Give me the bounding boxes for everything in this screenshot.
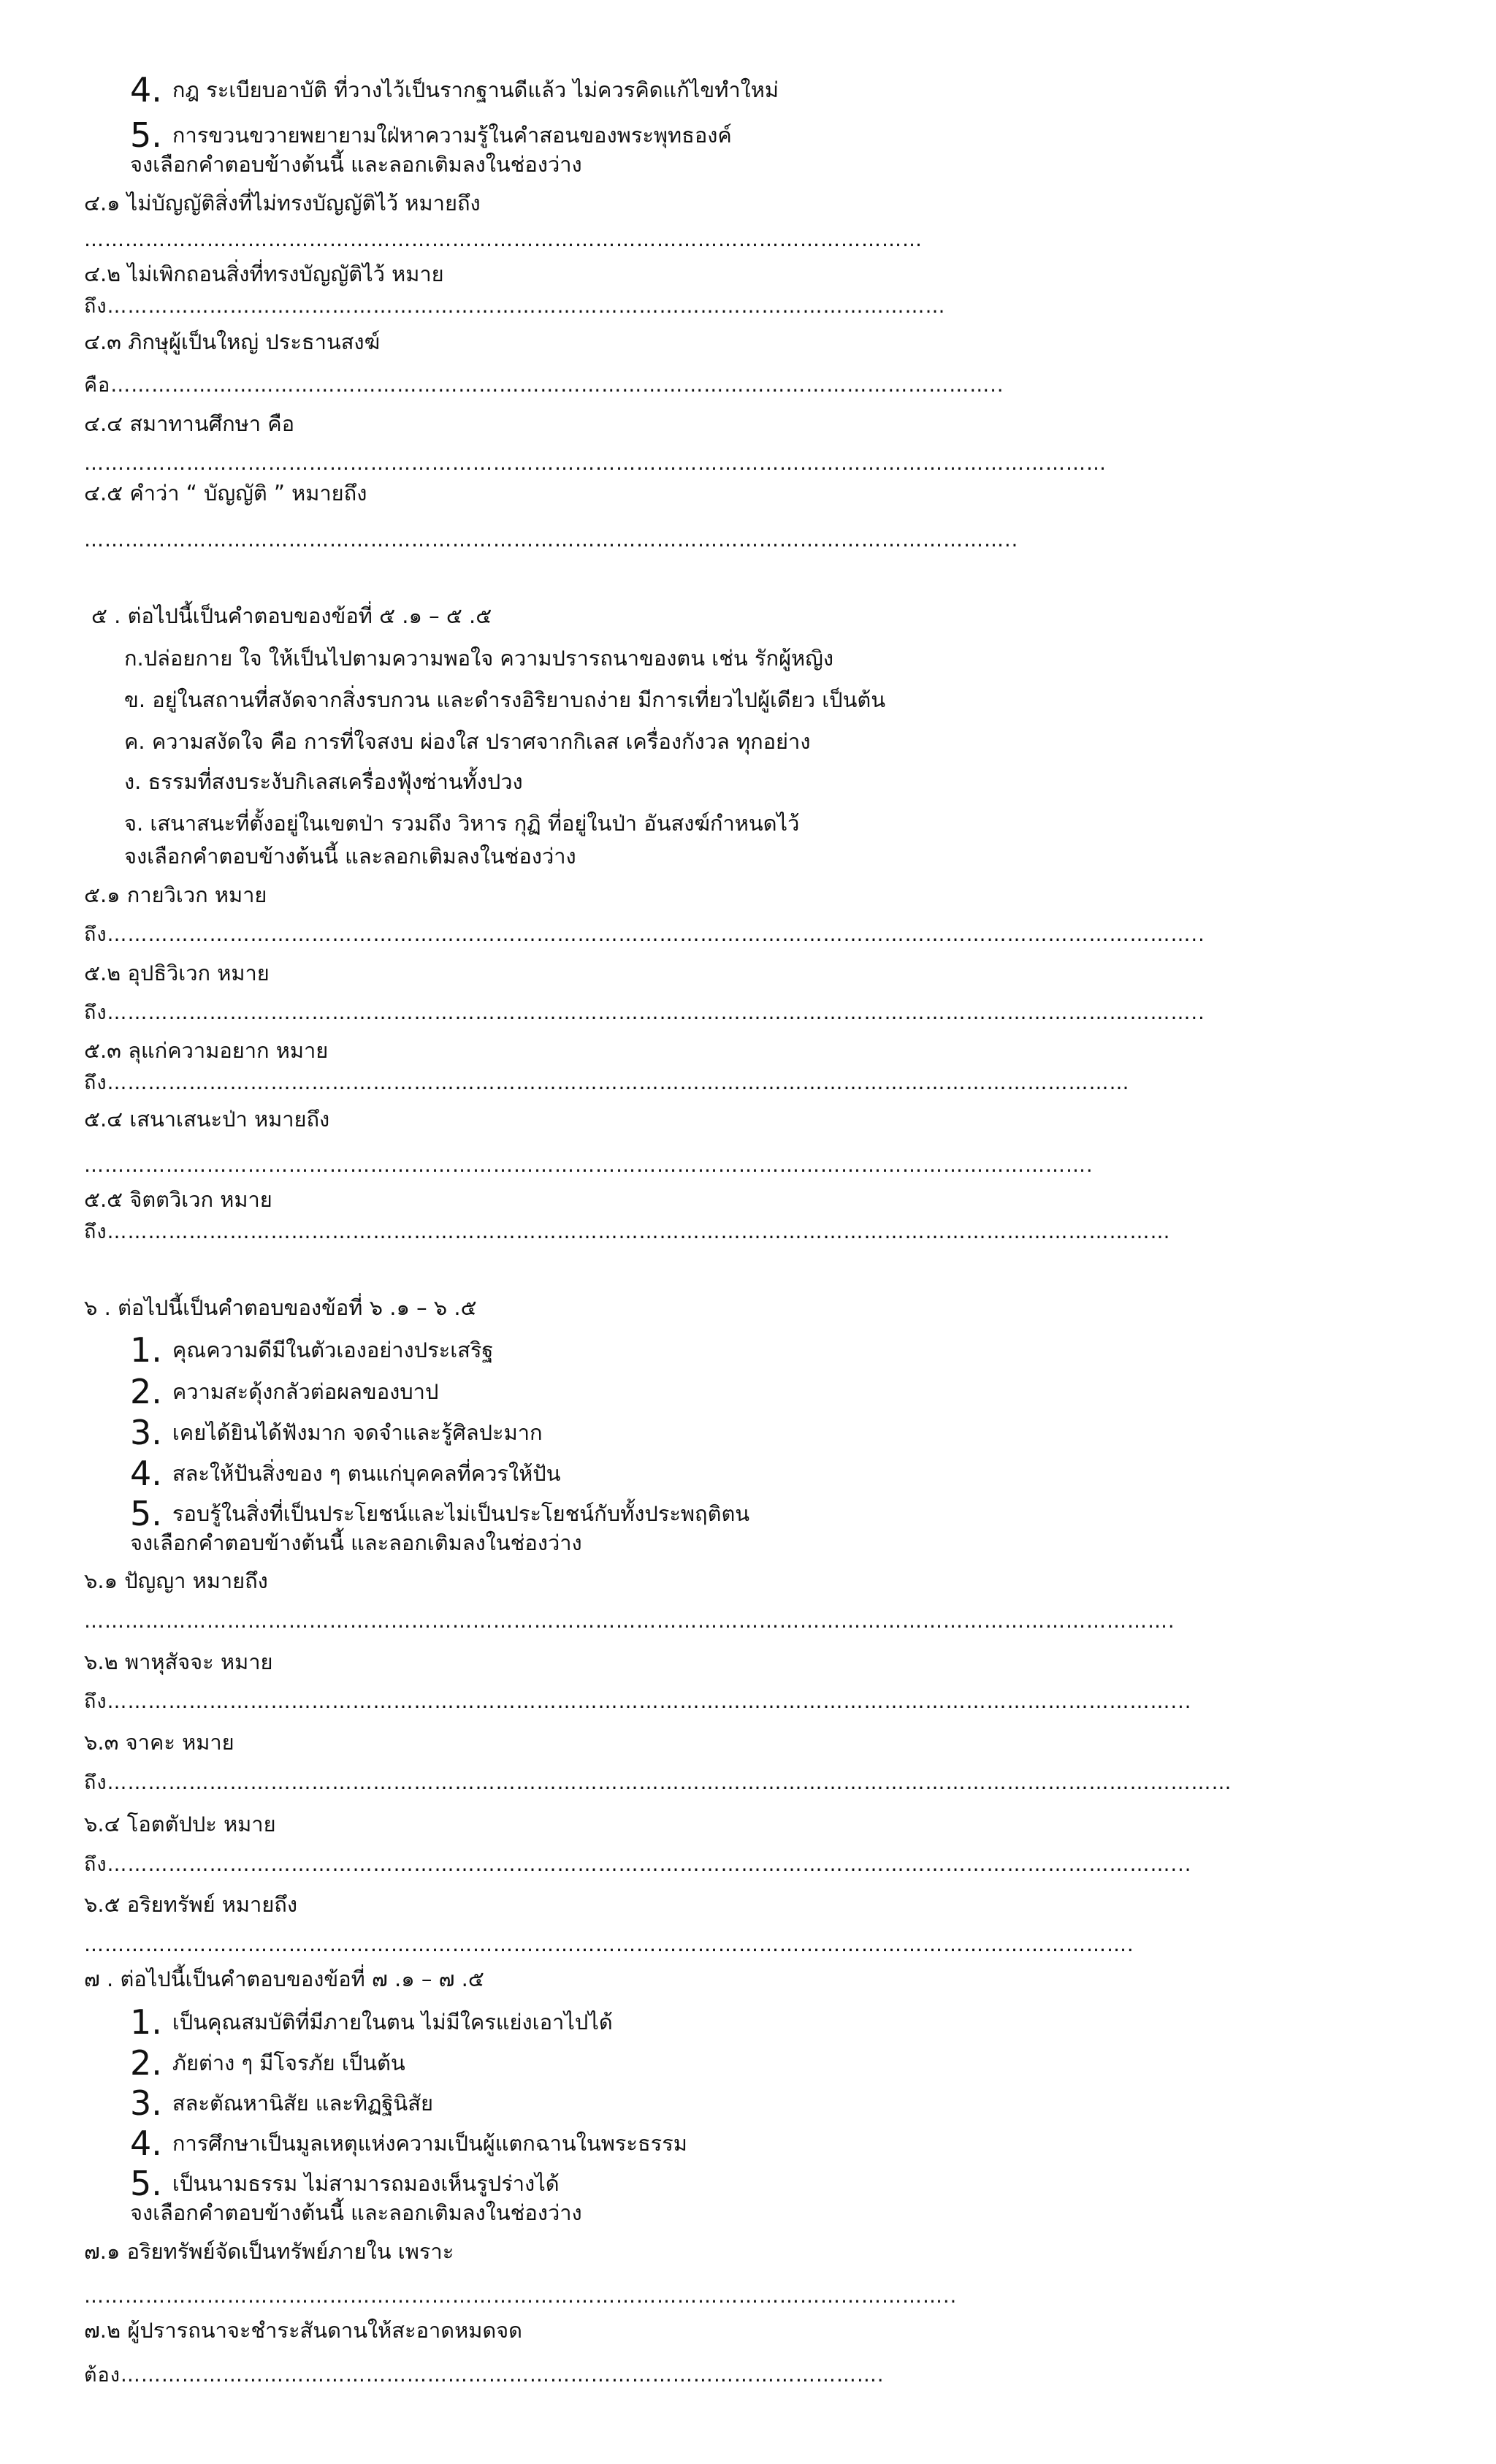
question-6-5: ๖.๕ อริยทรัพย์ หมายถึง (84, 1892, 298, 1917)
answer-line: …………………………………………………………………………………………………………… (84, 229, 923, 251)
answer-line: ถึง………………………………………………………………………………………………………………………………………………… (84, 1771, 1232, 1794)
option-4: 4. สละให้ปันสิ่งของ ๆ ตนแก่บุคคลที่ควรให้ปัน (130, 1454, 561, 1493)
answer-line: คือ………………………………………………………………………………………………………………….. (84, 374, 1004, 397)
question-4-2: ๔.๒ ไม่เพิกถอนสิ่งที่ทรงบัญญัติไว้ หมาย (84, 262, 444, 286)
answer-line: ถึง…………………………………………………………………………………………………………………………………………….. (84, 923, 1205, 946)
option-kho-khwai: ค. ความสงัดใจ คือ การที่ใจสงบ ผ่องใส ปราศจากกิเลส เครื่องกังวล ทุกอย่าง (124, 729, 811, 754)
instruction: จงเลือกคำตอบข้างต้นนี้ และลอกเติมลงในช่องว่าง (124, 844, 576, 869)
instruction: จงเลือกคำตอบข้างต้นนี้ และลอกเติมลงในช่องว่าง (130, 1530, 582, 1555)
option-kho: ข. อยู่ในสถานที่สงัดจากสิ่งรบกวน และดำรงอิริยาบถง่าย มีการเที่ยวไปผู้เดียว เป็นต้น (124, 687, 886, 712)
option-1: 1. เป็นคุณสมบัติที่มีภายในตน ไม่มีใครแย่งเอาไปได้ (130, 2002, 613, 2042)
question-4-1: ๔.๑ ไม่บัญญัติสิ่งที่ไม่ทรงบัญญัติไว้ หมายถึง (84, 191, 481, 215)
answer-line: …………………………………………………………………………………………………………………………………… (84, 452, 1107, 475)
question-5-3: ๕.๓ ลุแก่ความอยาก หมาย (84, 1038, 329, 1063)
option-1: 1. คุณความดีมีในตัวเองอย่างประเสริฐ (130, 1330, 494, 1370)
answer-line: ……………………………………………………………………………………………………………………………………………. (84, 1610, 1175, 1633)
option-3: 3. สละตัณหานิสัย และทิฏฐินิสัย (130, 2083, 433, 2123)
answer-line: ถึง…………………………………………………………………………………………………………………………………… (84, 1072, 1130, 1094)
question-6-4: ๖.๔ โอตตัปปะ หมาย (84, 1812, 276, 1836)
answer-line: ถึง…………………………………………………………………………………………………………………………………………... (84, 1853, 1192, 1876)
section-7-title: ๗ . ต่อไปนี้เป็นคำตอบของข้อที่ ๗ .๑ – ๗ .๕ (84, 1967, 484, 1991)
option-number: 4. (130, 2124, 162, 2163)
question-4-3: ๔.๓ ภิกษุผู้เป็นใหญ่ ประธานสงฆ์ (84, 329, 381, 354)
answer-line: ……………………………………………………………………………………………………………………….. (84, 529, 1019, 552)
answer-line: ถึง…………………………………………………………………………………………………………………………………………….. (84, 1002, 1205, 1024)
option-number: 5. (130, 2164, 162, 2203)
option-number: 4. (130, 1454, 162, 1493)
question-5-2: ๕.๒ อุปธิวิเวก หมาย (84, 961, 270, 985)
option-number: 2. (130, 2043, 162, 2083)
answer-line: ถึง…………………………………………………………………………………………………………………………………………... (84, 1690, 1192, 1713)
section-6-title: ๖ . ต่อไปนี้เป็นคำตอบของข้อที่ ๖ .๑ – ๖ .๕ (84, 1295, 477, 1320)
option-number: 1. (130, 2002, 162, 2042)
option-number: 5. (130, 115, 162, 155)
answer-line: ถึง………………………………………………………………………………………………………………………………………… (84, 1221, 1171, 1243)
option-ka: ก.ปล่อยกาย ใจ ให้เป็นไปตามความพอใจ ความปรารถนาของตน เช่น รักผู้หญิง (124, 646, 834, 671)
question-4-4: ๔.๔ สมาทานศึกษา คือ (84, 411, 295, 436)
question-4-5: ๔.๕ คำว่า “ บัญญัติ ” หมายถึง (84, 481, 367, 506)
section-5-title: ๕ . ต่อไปนี้เป็นคำตอบของข้อที่ ๕ .๑ – ๕ .๕ (91, 603, 492, 628)
question-7-1: ๗.๑ อริยทรัพย์จัดเป็นทรัพย์ภายใน เพราะ (84, 2239, 454, 2264)
instruction: จงเลือกคำตอบข้างต้นนี้ และลอกเติมลงในช่องว่าง (130, 152, 582, 177)
instruction: จงเลือกคำตอบข้างต้นนี้ และลอกเติมลงในช่องว่าง (130, 2200, 582, 2225)
question-5-1: ๕.๑ กายวิเวก หมาย (84, 882, 267, 907)
question-6-3: ๖.๓ จาคะ หมาย (84, 1730, 234, 1755)
option-3: 3. เคยได้ยินได้ฟังมาก จดจำและรู้ศิลปะมาก (130, 1413, 543, 1452)
question-5-5: ๕.๕ จิตตวิเวก หมาย (84, 1187, 272, 1212)
question-5-4: ๕.๔ เสนาเสนะป่า หมายถึง (84, 1107, 330, 1132)
option-5: 5. รอบรู้ในสิ่งที่เป็นประโยชน์และไม่เป็นประโยชน์กับทั้งประพฤติตน (130, 1494, 750, 1533)
option-2: 2. ภัยต่าง ๆ มีโจรภัย เป็นต้น (130, 2043, 405, 2083)
option-2: 2. ความสะดุ้งกลัวต่อผลของบาป (130, 1372, 439, 1411)
answer-line: …………………………………………………………………………………………………………………………………. (84, 1154, 1094, 1177)
answer-line: ถึง…………………………………………………………………………………………………………… (84, 295, 946, 318)
option-number: 4. (130, 70, 162, 110)
option-number: 2. (130, 1372, 162, 1411)
option-number: 3. (130, 1413, 162, 1452)
option-cho: จ. เสนาสนะที่ตั้งอยู่ในเขตป่า รวมถึง วิหาร กุฏิ ที่อยู่ในป่า อันสงฆ์กำหนดไว้ (124, 811, 800, 836)
question-7-2: ๗.๒ ผู้ปรารถนาจะชำระสันดานให้สะอาดหมดจด (84, 2318, 522, 2343)
option-number: 3. (130, 2083, 162, 2123)
answer-line: ………………………………………………………………………………………………………………………………………. (84, 1934, 1134, 1956)
answer-line: ……………………………………………………………………………………………………………….. (84, 2285, 958, 2308)
option-5: 5. การขวนขวายพยายามใฝ่หาความรู้ในคำสอนของพระพุทธองค์ (130, 115, 732, 155)
option-4: 4. กฎ ระเบียบอาบัติ ที่วางไว้เป็นรากฐานดีแล้ว ไม่ควรคิดแก้ไขทำใหม่ (130, 70, 779, 110)
option-number: 5. (130, 1494, 162, 1533)
question-6-1: ๖.๑ ปัญญา หมายถึง (84, 1568, 268, 1593)
option-5: 5. เป็นนามธรรม ไม่สามารถมองเห็นรูปร่างได้ (130, 2164, 560, 2203)
answer-line: ต้อง…………………………………………………………………………………………………. (84, 2364, 885, 2387)
option-4: 4. การศึกษาเป็นมูลเหตุแห่งความเป็นผู้แตกฉานในพระธรรม (130, 2124, 687, 2163)
option-number: 1. (130, 1330, 162, 1370)
option-ngo: ง. ธรรมที่สงบระงับกิเลสเครื่องฟุ้งซ่านทั้งปวง (124, 769, 523, 794)
question-6-2: ๖.๒ พาหุสัจจะ หมาย (84, 1649, 273, 1674)
